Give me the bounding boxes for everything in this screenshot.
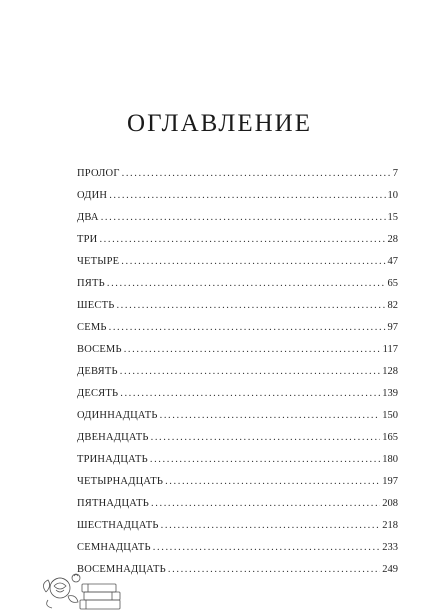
toc-entry-13 <box>77 453 398 475</box>
toc-leader-dots <box>99 233 385 247</box>
toc-leader-dots <box>122 167 391 181</box>
toc-entry-8 <box>77 343 398 365</box>
roses-and-books-illustration-icon <box>38 566 128 616</box>
toc-entry-page: 249 <box>382 564 398 575</box>
toc-entry-page: 28 <box>387 234 398 245</box>
toc-entry-label: СЕМНАДЦАТЬ <box>77 542 151 553</box>
toc-leader-dots <box>124 343 381 357</box>
toc-entry-label: ВОСЕМЬ <box>77 344 122 355</box>
toc-entry-1 <box>77 189 398 211</box>
toc-leader-dots <box>153 541 380 555</box>
toc-entry-label: ПРОЛОГ <box>77 168 120 179</box>
toc-entry-page: 82 <box>387 300 398 311</box>
toc-entry-label: ШЕСТЬ <box>77 300 115 311</box>
toc-leader-dots <box>121 255 385 269</box>
toc-entry-12 <box>77 431 398 453</box>
toc-entry-label: ТРИНАДЦАТЬ <box>77 454 148 465</box>
toc-entry-17 <box>77 541 398 563</box>
toc-entry-label: ДЕСЯТЬ <box>77 388 119 399</box>
toc-leader-dots <box>107 277 386 291</box>
toc-entry-label: ОДИННАДЦАТЬ <box>77 410 158 421</box>
toc-entry-label: ШЕСТНАДЦАТЬ <box>77 520 159 531</box>
toc-leader-dots <box>109 321 386 335</box>
toc-entry-page: 165 <box>382 432 398 443</box>
toc-entry-label: ОДИН <box>77 190 108 201</box>
toc-entry-page: 65 <box>387 278 398 289</box>
toc-entry-2 <box>77 211 398 233</box>
toc-entry-label: ЧЕТЫРЕ <box>77 256 120 267</box>
toc-leader-dots <box>165 475 380 489</box>
toc-leader-dots <box>151 431 381 445</box>
toc-entry-label: ДВЕНАДЦАТЬ <box>77 432 149 443</box>
toc-entry-9 <box>77 365 398 387</box>
toc-leader-dots <box>101 211 386 225</box>
toc-entry-4 <box>77 255 398 277</box>
toc-entry-0 <box>77 167 398 189</box>
toc-entry-page: 139 <box>382 388 398 399</box>
page-title: ОГЛАВЛЕНИЕ <box>127 110 312 137</box>
toc-entry-label: СЕМЬ <box>77 322 107 333</box>
toc-entry-5 <box>77 277 398 299</box>
toc-entry-14 <box>77 475 398 497</box>
toc-leader-dots <box>168 563 380 577</box>
toc-entry-label: ПЯТНАДЦАТЬ <box>77 498 150 509</box>
toc-entry-6 <box>77 299 398 321</box>
toc-entry-page: 180 <box>382 454 398 465</box>
toc-leader-dots <box>151 497 380 511</box>
toc-entry-label: ДЕВЯТЬ <box>77 366 118 377</box>
toc-leader-dots <box>161 519 381 533</box>
toc-entry-page: 97 <box>387 322 398 333</box>
toc-leader-dots <box>120 387 380 401</box>
toc-entry-15 <box>77 497 398 519</box>
toc-entry-16 <box>77 519 398 541</box>
toc-entry-page: 233 <box>382 542 398 553</box>
toc-entry-label: ДВА <box>77 212 99 223</box>
toc-entry-page: 117 <box>382 344 398 355</box>
toc-leader-dots <box>120 365 381 379</box>
toc-entry-page: 15 <box>387 212 398 223</box>
toc-entry-page: 218 <box>382 520 398 531</box>
toc-entry-page: 197 <box>382 476 398 487</box>
toc-entry-10 <box>77 387 398 409</box>
toc-leader-dots <box>150 453 380 467</box>
toc-entry-7 <box>77 321 398 343</box>
toc-entry-page: 7 <box>392 168 398 179</box>
toc-entry-page: 47 <box>387 256 398 267</box>
toc-entry-label: ВОСЕМНАДЦАТЬ <box>77 564 166 575</box>
toc-entry-page: 150 <box>382 410 398 421</box>
toc-entry-page: 10 <box>387 190 398 201</box>
toc-leader-dots <box>116 299 385 313</box>
toc-entry-3 <box>77 233 398 255</box>
toc-entry-label: ЧЕТЫРНАДЦАТЬ <box>77 476 164 487</box>
toc-entry-label: ТРИ <box>77 234 98 245</box>
toc-leader-dots <box>160 409 381 423</box>
table-of-contents <box>77 167 398 585</box>
toc-leader-dots <box>109 189 385 203</box>
toc-entry-11 <box>77 409 398 431</box>
toc-entry-page: 128 <box>382 366 398 377</box>
toc-entry-page: 208 <box>382 498 398 509</box>
toc-entry-label: ПЯТЬ <box>77 278 105 289</box>
